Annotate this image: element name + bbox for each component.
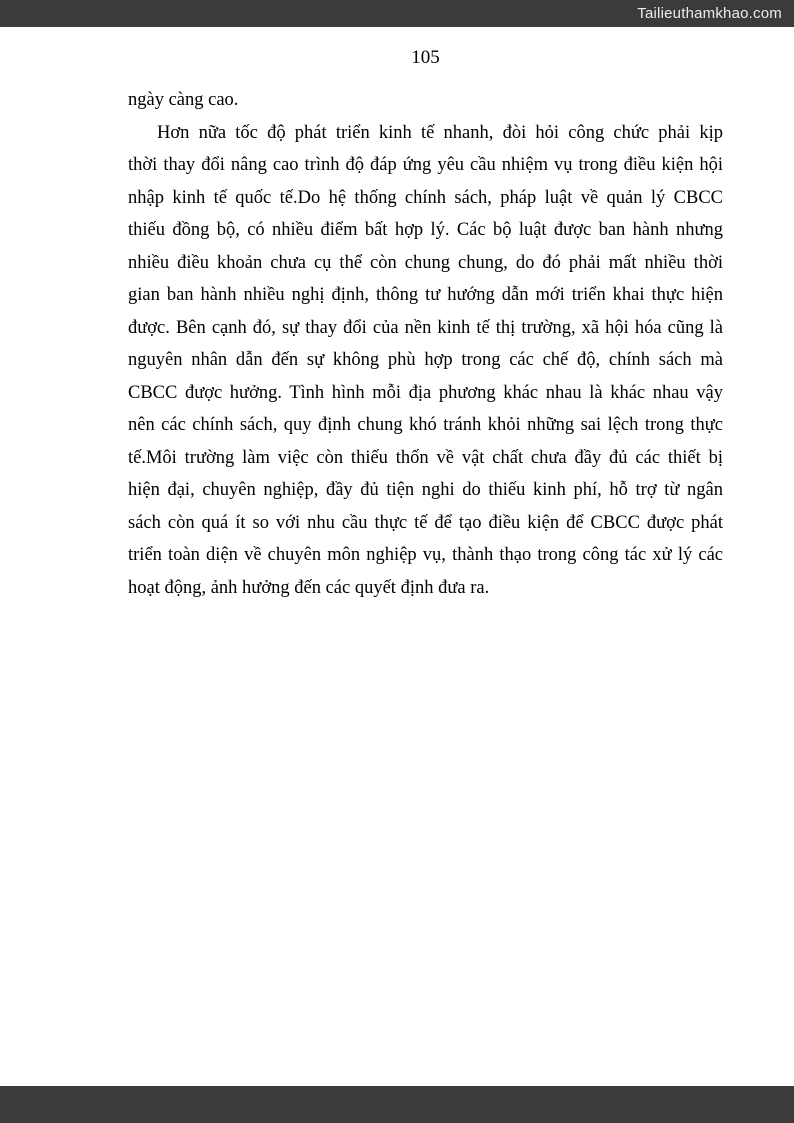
text-line: nhập kinh tế quốc tế.Do hệ thống chính sách, pháp luật về quản lý CBCC [128,187,723,208]
text-line: CBCC được hưởng. Tình hình mỗi địa phương khác nhau là khác nhau vậy [128,382,723,403]
text-line: triển toàn diện về chuyên môn nghiệp vụ, thành thạo trong công tác xử lý các [128,545,723,565]
text-line: được. Bên cạnh đó, sự thay đổi của nền kinh tế thị trường, xã hội hóa cũng là [128,317,723,338]
watermark-bar-top [0,0,794,27]
text-line: ngày càng cao. [128,90,239,110]
text-line: tế.Môi trường làm việc còn thiếu thốn về vật chất chưa đầy đủ các thiết bị [128,447,723,468]
watermark-text: Tailieuthamkhao.com [637,5,782,22]
page-number: 105 [411,47,440,68]
watermark-bar-bottom [0,1086,794,1123]
document-body [128,84,723,604]
text-line: gian ban hành nhiều nghị định, thông tư hướng dẫn mới triển khai thực hiện [128,285,723,305]
text-line: hoạt động, ảnh hưởng đến các quyết định đưa ra. [128,577,490,598]
text-line: nên các chính sách, quy định chung khó tránh khỏi những sai lệch trong thực [128,415,723,435]
text-line: nguyên nhân dẫn đến sự không phù hợp trong các chế độ, chính sách mà [128,350,723,370]
text-line: thời thay đổi nâng cao trình độ đáp ứng yêu cầu nhiệm vụ trong điều kiện hội [128,155,723,175]
text-line: hiện đại, chuyên nghiệp, đầy đủ tiện nghi do thiếu kinh phí, hỗ trợ từ ngân [128,480,723,500]
text-line: sách còn quá ít so với nhu cầu thực tế để tạo điều kiện để CBCC được phát [128,512,723,533]
text-line: nhiều điều khoản chưa cụ thể còn chung chung, do đó phải mất nhiều thời [128,252,723,273]
text-line: Hơn nữa tốc độ phát triển kinh tế nhanh, đòi hỏi công chức phải kịp [157,122,723,143]
text-line: thiếu đồng bộ, có nhiều điểm bất hợp lý. Các bộ luật được ban hành nhưng [128,220,723,240]
